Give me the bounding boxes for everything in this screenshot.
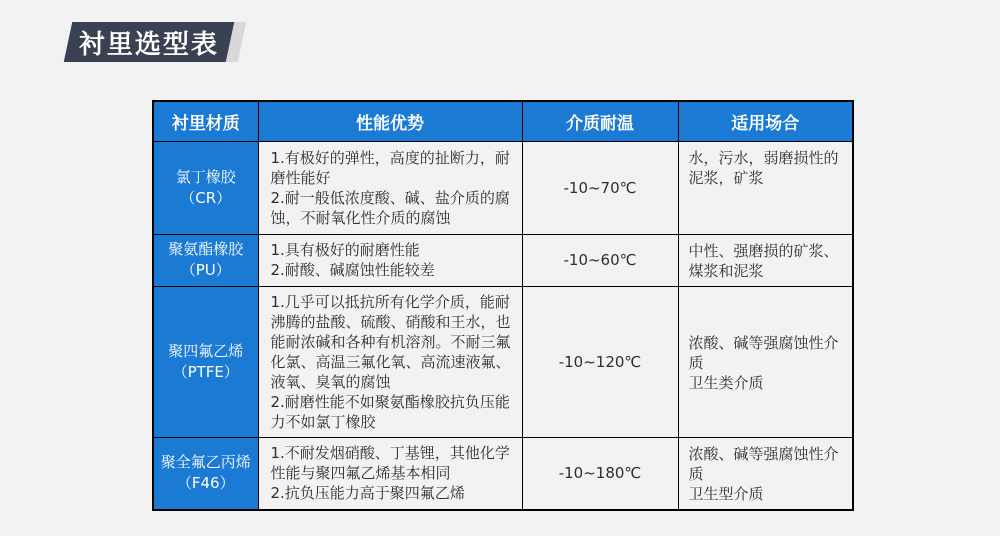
- application-line: 卫生型介质: [688, 484, 764, 503]
- application-cell: [678, 437, 853, 510]
- performance-line: 1.具有极好的耐磨性能: [270, 241, 420, 259]
- material-name: 聚氨酯橡胶: [168, 240, 244, 258]
- performance-line: 2.耐酸、碱腐蚀性能较差: [270, 261, 435, 279]
- application-cell: [678, 141, 853, 234]
- material-cell: [153, 141, 258, 234]
- material-name: 聚四氟乙烯: [168, 341, 244, 360]
- performance-line: 1.几乎可以抵抗所有化学介质，能耐沸腾的盐酸、硫酸、硝酸和王水，也能耐浓碱和各种有机溶剂。不耐三氟化氯、高温三氟化氧、高流速液氟、液氧、臭氧的腐蚀: [270, 292, 511, 391]
- temperature-cell: -10~70℃: [522, 141, 678, 234]
- performance-cell: [258, 437, 522, 510]
- material-cell: [153, 234, 258, 286]
- performance-line: 1.有极好的弹性，高度的扯断力，耐磨性能好: [270, 148, 510, 187]
- material-code: （PTFE）: [172, 362, 239, 381]
- material-cell: [153, 437, 258, 510]
- table-row-f46: [153, 437, 853, 510]
- performance-cell: [258, 141, 522, 234]
- page-title: 衬里选型表: [78, 29, 219, 60]
- temperature-cell: -10~120℃: [522, 286, 678, 437]
- performance-cell: [258, 234, 522, 286]
- table-header-row: [153, 101, 853, 141]
- application-cell: [678, 286, 853, 437]
- table-row-pu: [153, 234, 853, 286]
- application-cell: [678, 234, 853, 286]
- material-code: （CR）: [180, 188, 232, 207]
- header-performance: 性能优势: [258, 101, 522, 141]
- application-line: 卫生类介质: [688, 373, 764, 392]
- title-badge: [64, 22, 235, 62]
- header-application: 适用场合: [678, 101, 853, 141]
- lining-selection-table: [152, 100, 854, 511]
- material-name: 氯丁橡胶: [175, 167, 236, 186]
- performance-line: 2.耐一般低浓度酸、碱、盐介质的腐蚀，不耐氧化性介质的腐蚀: [270, 188, 510, 227]
- application-line: 水，污水，弱磨损性的泥浆，矿浆: [688, 148, 839, 187]
- material-code: （F46）: [176, 474, 235, 493]
- performance-line: 2.耐磨性能不如聚氨酯橡胶抗负压能力不如氯丁橡胶: [270, 392, 510, 431]
- temperature-cell: -10~60℃: [522, 234, 678, 286]
- table-row-ptfe: [153, 286, 853, 437]
- performance-cell: [258, 286, 522, 437]
- temperature-cell: -10~180℃: [522, 437, 678, 510]
- header-temperature: 介质耐温: [522, 101, 678, 141]
- performance-line: 2.抗负压能力高于聚四氟乙烯: [270, 484, 465, 503]
- application-line: 中性、强磨损的矿浆、煤浆和泥浆: [688, 241, 839, 280]
- material-name: 聚全氟乙丙烯: [160, 453, 251, 472]
- performance-line: 1.不耐发烟硝酸、丁基锂，其他化学性能与聚四氟乙烯基本相同: [270, 444, 510, 483]
- header-material: 衬里材质: [153, 101, 258, 141]
- table-row-cr: [153, 141, 853, 234]
- material-code: （PU）: [180, 261, 231, 279]
- application-line: 浓酸、碱等强腐蚀性介质: [688, 444, 839, 483]
- application-line: 浓酸、碱等强腐蚀性介质: [688, 333, 839, 372]
- material-cell: [153, 286, 258, 437]
